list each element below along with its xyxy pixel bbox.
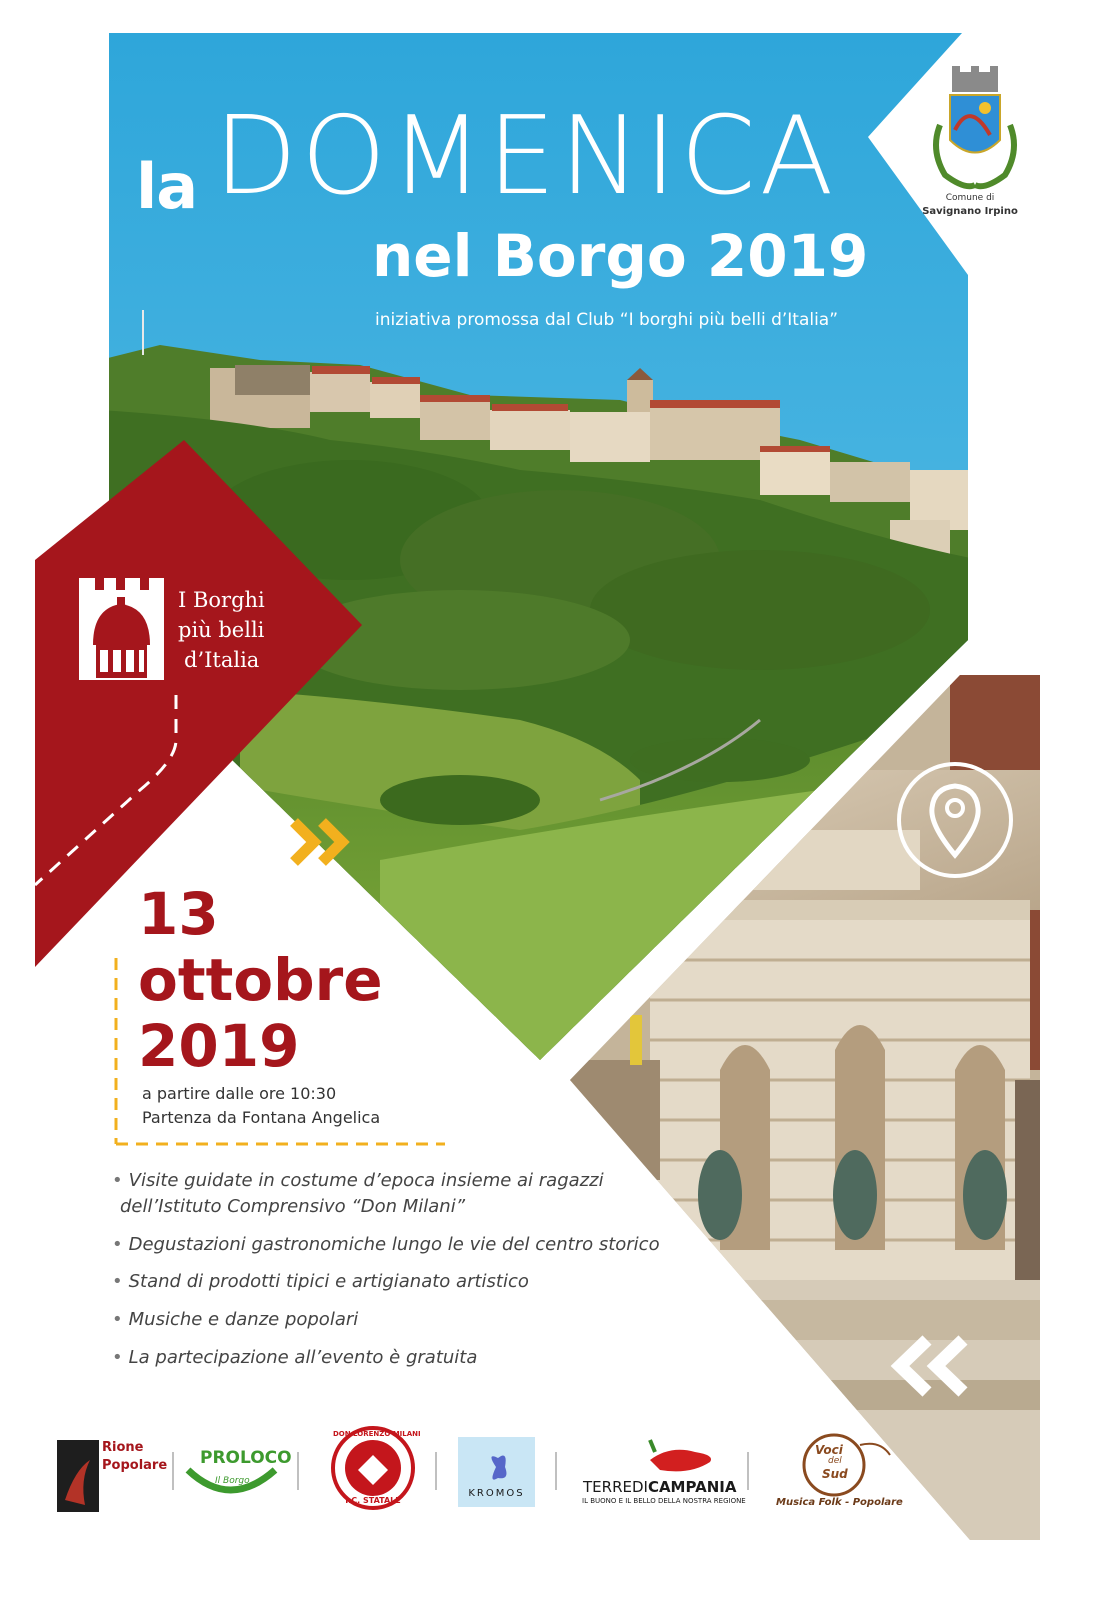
borghi-logo-line2: più belli xyxy=(178,618,265,642)
comune-label: Comune di xyxy=(945,193,995,203)
rione-line1: Rione xyxy=(102,1440,144,1455)
title-main: DOMENICA xyxy=(214,94,838,219)
subtitle: iniziativa promossa dal Club “I borghi più belli d’Italia” xyxy=(375,310,839,330)
event-day: 13 xyxy=(138,880,219,948)
don-milani-top: DON LORENZO MILANI xyxy=(333,1430,421,1438)
comune-name: Savignano Irpino xyxy=(922,206,1018,217)
activity-item: • La partecipazione all’evento è gratuita xyxy=(112,1347,478,1368)
activity-text: Stand di prodotti tipici e artigianato artistico xyxy=(128,1271,529,1292)
activity-text: Visite guidate in costume d’epoca insieme ai ragazzi xyxy=(128,1170,604,1191)
title-line2: nel Borgo 2019 xyxy=(372,222,869,290)
kromos-text: KROMOS xyxy=(468,1488,525,1499)
activity-text: Degustazioni gastronomiche lungo le vie del centro storico xyxy=(128,1234,660,1255)
activity-text: La partecipazione all’evento è gratuita xyxy=(128,1347,478,1368)
activity-text: dell’Istituto Comprensivo “Don Milani” xyxy=(120,1196,466,1217)
borghi-logo-line1: I Borghi xyxy=(178,588,265,612)
terre-campania-title xyxy=(583,1478,736,1496)
terre-name: CAMPANIA xyxy=(647,1478,737,1496)
voci-line1: Voci xyxy=(815,1443,843,1457)
activity-item-continuation xyxy=(120,1196,465,1217)
voci-tagline: Musica Folk - Popolare xyxy=(776,1497,903,1508)
activity-item: • Stand di prodotti tipici e artigianato artistico xyxy=(112,1271,529,1292)
activity-item: • Degustazioni gastronomiche lungo le vie del centro storico xyxy=(112,1234,660,1255)
borghi-logo-line3: d’Italia xyxy=(184,648,260,672)
proloco-sub: Il Borgo xyxy=(215,1476,250,1486)
proloco-name: PROLOCO xyxy=(200,1448,292,1468)
activity-item: • Visite guidate in costume d’epoca insieme ai ragazzi xyxy=(112,1170,604,1191)
castle-icon xyxy=(79,578,164,680)
activity-text: Musiche e danze popolari xyxy=(128,1309,359,1330)
comune-coat-of-arms xyxy=(936,66,1014,186)
activity-item: • Musiche e danze popolari xyxy=(112,1309,359,1330)
event-month: ottobre xyxy=(138,946,383,1014)
event-time: a partire dalle ore 10:30 xyxy=(142,1084,337,1103)
rione-popolare-logo xyxy=(57,1440,99,1512)
title-prefix: la xyxy=(136,150,198,223)
voci-line2: del xyxy=(828,1456,842,1466)
event-start: Partenza da Fontana Angelica xyxy=(142,1108,381,1127)
event-year: 2019 xyxy=(138,1012,300,1080)
terre-prefix: TERREDI xyxy=(583,1478,648,1496)
terre-campania-logo xyxy=(650,1440,711,1471)
rione-line2: Popolare xyxy=(102,1458,168,1473)
don-milani-bottom: I.C. STATALE xyxy=(345,1496,401,1505)
voci-line3: Sud xyxy=(822,1467,848,1481)
terre-campania-tagline: IL BUONO E IL BELLO DELLA NOSTRA REGIONE xyxy=(582,1497,746,1505)
